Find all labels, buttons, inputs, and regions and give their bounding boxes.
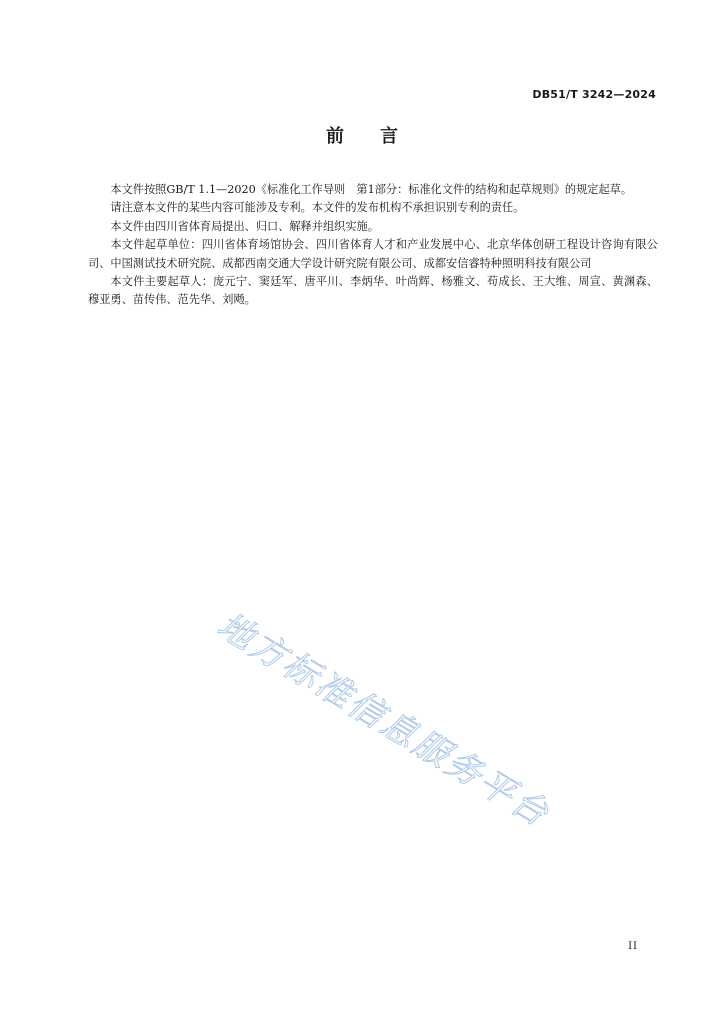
paragraph-drafting-units: 本文件起草单位：四川省体育场馆协会、四川省体育人才和产业发展中心、北京华体创研工程设计咨询有限公司、中国测试技术研究院、成都西南交通大学设计研究院有限公司、成都安信睿特种照明科技有限公司 — [88, 238, 658, 270]
title-char-1: 前 — [326, 126, 344, 147]
paragraph-drafters: 本文件主要起草人：庞元宁、窦廷军、唐平川、李炳华、叶尚辉、杨雅文、苟成长、王大维、周宣、黄渊森、穆亚勇、苗传伟、范先华、刘飏。 — [88, 275, 658, 307]
paragraph-drafting-rules: 本文件按照GB/T 1.1—2020《标准化工作导则 第1部分：标准化文件的结构和起草规则》的规定起草。 — [110, 183, 633, 196]
watermark-text: 地方标准信息服务平台 — [210, 605, 557, 836]
foreword-body — [88, 181, 658, 310]
page-title — [0, 122, 724, 148]
paragraph-patent-notice: 请注意本文件的某些内容可能涉及专利。本文件的发布机构不承担识别专利的责任。 — [110, 201, 525, 215]
paragraph-proposer: 本文件由四川省体育局提出、归口、解释并组织实施。 — [110, 219, 379, 233]
document-code: DB51/T 3242—2024 — [532, 88, 656, 101]
title-char-2: 言 — [380, 126, 398, 147]
page-number: II — [628, 941, 638, 952]
